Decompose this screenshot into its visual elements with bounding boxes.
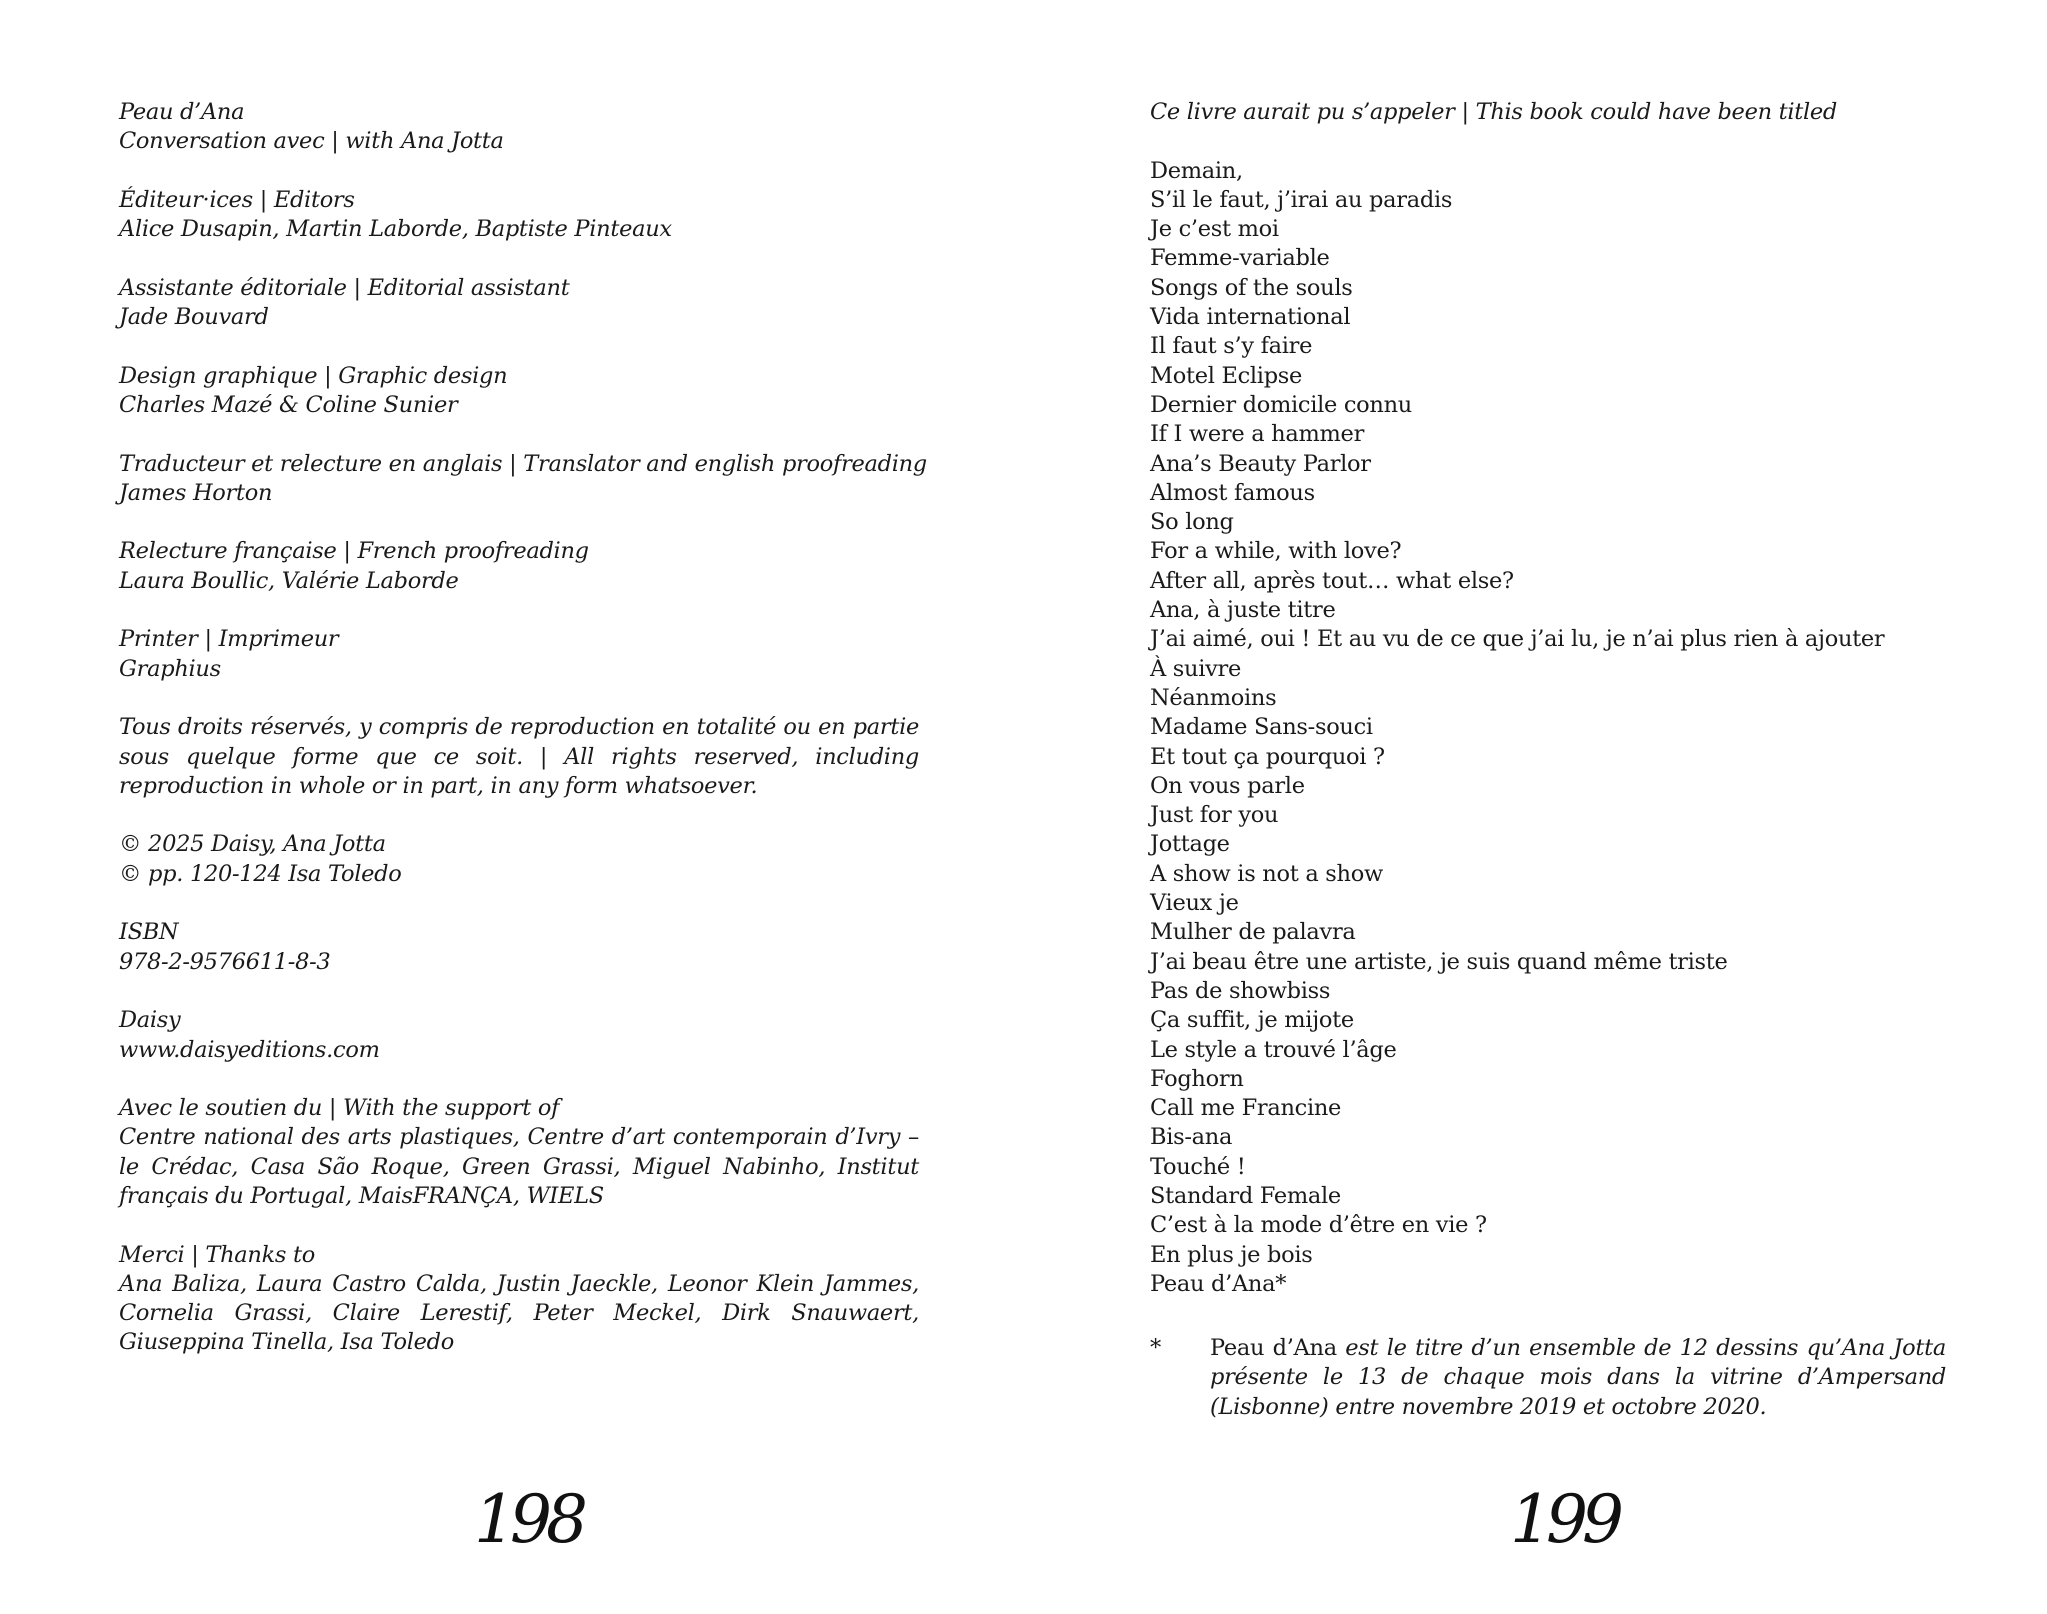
title-list-item: If I were a hammer: [1150, 421, 1365, 448]
title-list-item: Ana’s Beauty Parlor: [1150, 450, 1371, 477]
page-number-left: 198: [474, 1481, 582, 1558]
graphic-design-block: [119, 362, 919, 421]
thanks-heading: Merci | Thanks to: [119, 1241, 316, 1268]
titles-heading: Ce livre aurait pu s’appeler | This book could have been titled: [1150, 99, 1838, 125]
colophon-title-block: [119, 98, 919, 157]
title-list-item: Demain,: [1150, 157, 1243, 184]
credit-label: Assistante éditoriale | Editorial assistant: [119, 274, 570, 301]
title-list-item: Pas de showbiss: [1150, 977, 1331, 1004]
title-list-item: À suivre: [1150, 655, 1242, 682]
credit-label: Printer | Imprimeur: [119, 626, 339, 653]
title-list-item: J’ai beau être une artiste, je suis quand même triste: [1150, 948, 1728, 975]
title-list-item: For a while, with love?: [1150, 538, 1402, 565]
credit-value: Laura Boullic, Valérie Laborde: [119, 567, 459, 594]
publisher-website: www.daisyeditions.com: [119, 1036, 380, 1063]
title-list-item: Touché !: [1150, 1153, 1246, 1180]
title-list-item: Ça suffit, je mijote: [1150, 1007, 1354, 1034]
title-list-item: Standard Female: [1150, 1182, 1341, 1209]
isbn-value: 978-2-9576611-8-3: [119, 948, 331, 975]
colophon: [119, 98, 927, 1387]
translator-block: [119, 450, 927, 509]
credit-label: Design graphique | Graphic design: [119, 362, 508, 389]
title-list-item: Le style a trouvé l’âge: [1150, 1036, 1397, 1063]
editors-block: [119, 186, 919, 245]
title-list-item: Il faut s’y faire: [1150, 333, 1313, 360]
support-block: [119, 1094, 919, 1211]
title-list-item: Vieux je: [1150, 890, 1239, 917]
copyright-line: © 2025 Daisy, Ana Jotta: [119, 831, 386, 858]
title-list-item: Je c’est moi: [1150, 216, 1279, 243]
title-list-item: Mulher de palavra: [1150, 919, 1356, 946]
title-list-item: C’est à la mode d’être en vie ?: [1150, 1212, 1487, 1239]
credit-label: Traducteur et relecture en anglais | Translator and english proofreading: [119, 450, 927, 477]
rights-text: Tous droits réservés, y compris de reproduction en totalité ou en partie sous quelque forme que ce soit. | All rights reserved, including reproduction in whole or in part, in any form whatsoever.: [119, 714, 919, 799]
credit-label: Éditeur·ices | Editors: [119, 186, 355, 213]
copyright-block: [119, 830, 919, 889]
publisher-name: Daisy: [119, 1007, 181, 1034]
alternative-titles: [1150, 98, 1940, 1299]
thanks-list: Ana Baliza, Laura Castro Calda, Justin Jaeckle, Leonor Klein Jammes, Cornelia Grassi, Claire Lerestif, Peter Meckel, Dirk Snauwaert, Giuseppina Tinella, Isa Toledo: [119, 1270, 919, 1356]
rights-block: [119, 713, 919, 801]
footnote-text: [1210, 1334, 1946, 1422]
title-list-item: Jottage: [1150, 831, 1230, 858]
footnote: [1150, 1334, 1946, 1422]
title-list-item: En plus je bois: [1150, 1241, 1313, 1268]
title-list-item: Call me Francine: [1150, 1095, 1342, 1122]
title-list-item: Motel Eclipse: [1150, 362, 1303, 389]
isbn-label: ISBN: [119, 919, 179, 946]
support-heading: Avec le soutien du | With the support of: [119, 1095, 560, 1122]
publisher-block: [119, 1006, 919, 1065]
title-list-item: On vous parle: [1150, 772, 1305, 799]
credit-value: Alice Dusapin, Martin Laborde, Baptiste Pinteaux: [119, 216, 672, 243]
title-list: [1150, 157, 1940, 1300]
title-list-item: Songs of the souls: [1150, 274, 1353, 301]
title-list-item: J’ai aimé, oui ! Et au vu de ce que j’ai lu, je n’ai plus rien à ajouter: [1150, 626, 1885, 653]
credit-value: Graphius: [119, 655, 221, 682]
title-list-item: Peau d’Ana*: [1150, 1270, 1287, 1297]
title-list-item: S’il le faut, j’irai au paradis: [1150, 186, 1453, 213]
title-list-item: Madame Sans-souci: [1150, 714, 1373, 741]
title-list-item: After all, après tout… what else?: [1150, 567, 1514, 594]
credit-value: Charles Mazé & Coline Sunier: [119, 391, 458, 418]
title-list-item: Et tout ça pourquoi ?: [1150, 743, 1385, 770]
title-list-item: Femme-variable: [1150, 245, 1330, 272]
title-list-item: Néanmoins: [1150, 684, 1277, 711]
credit-value: James Horton: [119, 479, 273, 506]
left-page: [0, 0, 1023, 1614]
printer-block: [119, 625, 919, 684]
title-list-item: So long: [1150, 509, 1234, 536]
title-list-item: Foghorn: [1150, 1065, 1244, 1092]
book-subtitle: Conversation avec | with Ana Jotta: [119, 128, 504, 155]
title-list-item: Bis-ana: [1150, 1124, 1233, 1151]
support-list: Centre national des arts plastiques, Centre d’art contemporain d’Ivry – le Crédac, Casa São Roque, Green Grassi, Miguel Nabinho, Institut français du Portugal, MaisFRANÇA, WIELS: [119, 1124, 919, 1209]
credit-value: Jade Bouvard: [119, 304, 269, 331]
thanks-block: [119, 1241, 919, 1358]
footnote-work-title: Peau d’Ana: [1210, 1335, 1337, 1361]
footnote-marker: *: [1150, 1335, 1161, 1361]
title-list-item: Dernier domicile connu: [1150, 391, 1412, 418]
title-list-item: Almost famous: [1150, 479, 1315, 506]
title-list-item: Ana, à juste titre: [1150, 597, 1336, 624]
credit-label: Relecture française | French proofreading: [119, 538, 589, 565]
title-list-item: Just for you: [1150, 802, 1279, 829]
isbn-block: [119, 918, 919, 977]
copyright-line: © pp. 120-124 Isa Toledo: [119, 860, 402, 887]
french-proofreading-block: [119, 537, 919, 596]
footnote-body: est le titre d’un ensemble de 12 dessins qu’Ana Jotta présente le 13 de chaque mois dans la vitrine d’Ampersand (Lisbonne) entre novembre 2019 et octobre 2020.: [1210, 1335, 1946, 1420]
title-list-item: A show is not a show: [1150, 860, 1383, 887]
page-number-right: 199: [1510, 1481, 1618, 1558]
book-title: Peau d’Ana: [119, 99, 245, 125]
editorial-assistant-block: [119, 274, 919, 333]
title-list-item: Vida international: [1150, 304, 1351, 331]
